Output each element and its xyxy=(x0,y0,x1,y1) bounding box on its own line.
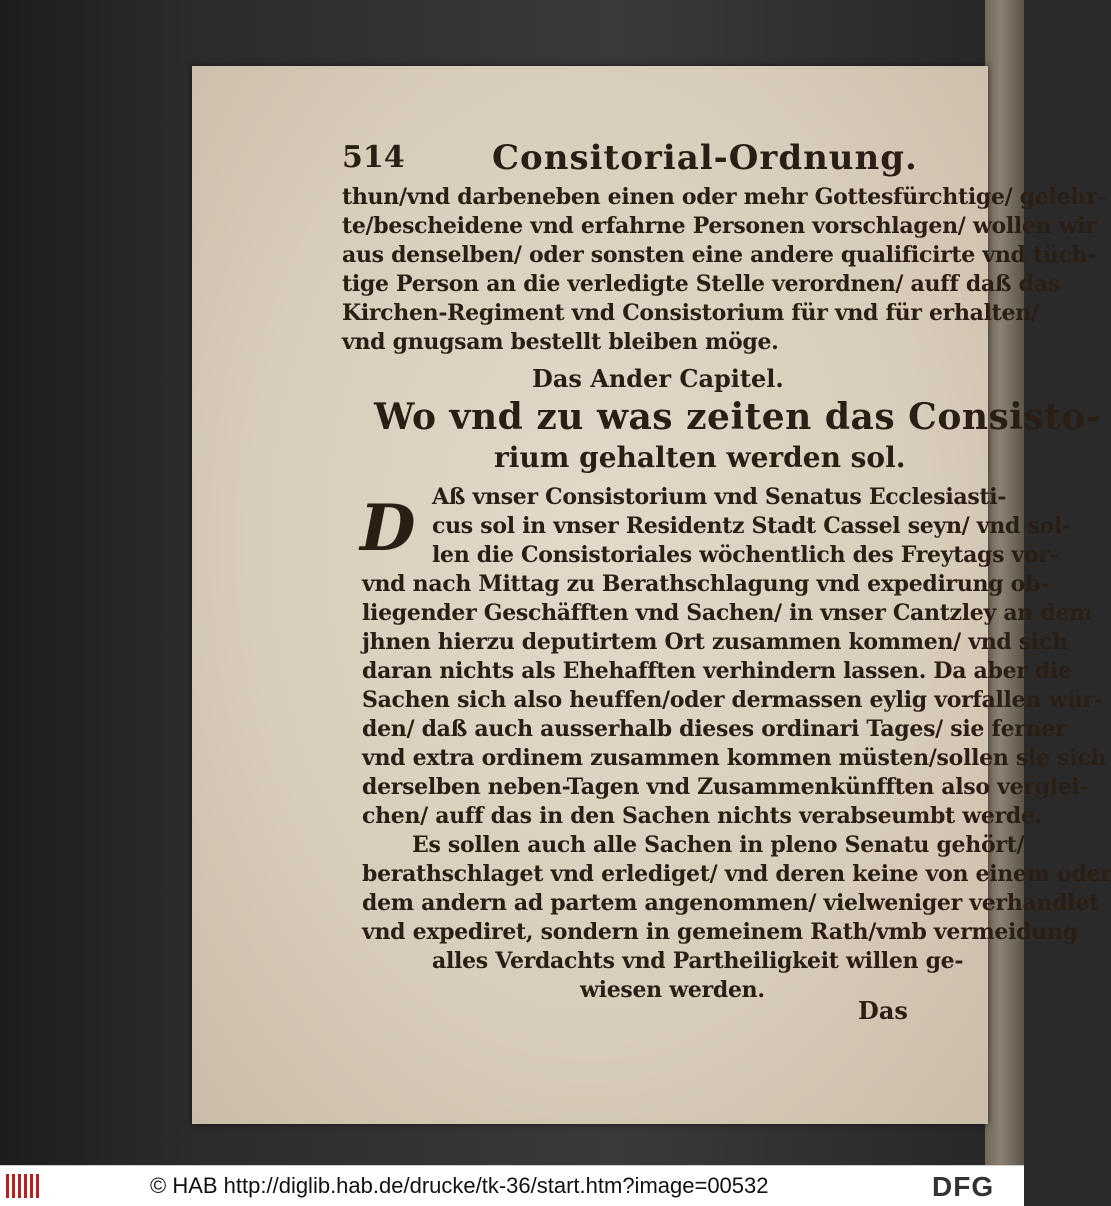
chapter-heading-line-2: rium gehalten werden sol. xyxy=(494,441,906,474)
text-line: den/ daß auch ausserhalb dieses ordinari Tages/ sie ferner xyxy=(362,716,1067,742)
decorated-initial: D xyxy=(360,491,416,566)
text-line: daran nichts als Ehehafften verhindern lassen. Da aber die xyxy=(362,658,1072,684)
chapter-label: Das Ander Capitel. xyxy=(532,364,784,393)
text-line: Kirchen-Regiment vnd Consistorium für vnd für erhalten/ xyxy=(342,300,1039,326)
text-line: te/bescheidene vnd erfahrne Personen vorschlagen/ wollen wir xyxy=(342,213,1097,239)
text-line: berathschlaget vnd erlediget/ vnd deren keine von einem oder xyxy=(362,861,1111,887)
running-title: Consitorial-Ordnung. xyxy=(492,138,918,178)
text-line: thun/vnd darbeneben einen oder mehr Gottesfürchtige/ gelehr- xyxy=(342,184,1107,210)
hab-logo-icon xyxy=(6,1174,40,1198)
text-line: derselben neben-Tagen vnd Zusammenkünfften also verglei- xyxy=(362,774,1089,800)
text-line: tige Person an die verledigte Stelle verordnen/ auff daß das xyxy=(342,271,1060,297)
text-line: len die Consistoriales wöchentlich des Freytags vor- xyxy=(432,542,1059,568)
text-line: Sachen sich also heuffen/oder dermassen eylig vorfallen wür- xyxy=(362,687,1103,713)
text-line: dem andern ad partem angenommen/ vielweniger verhandlet xyxy=(362,890,1099,916)
text-line: vnd gnugsam bestellt bleiben möge. xyxy=(342,329,779,355)
text-line: vnd nach Mittag zu Berathschlagung vnd expedirung ob- xyxy=(362,571,1049,597)
text-line: aus denselben/ oder sonsten eine andere qualificirte vnd tüch- xyxy=(342,242,1097,268)
viewer-footer xyxy=(0,1165,1024,1206)
chapter-heading-line-1: Wo vnd zu was zeiten das Consisto- xyxy=(374,396,1102,438)
catchword: Das xyxy=(858,996,908,1025)
page-number: 514 xyxy=(342,140,405,175)
text-line: Aß vnser Consistorium vnd Senatus Ecclesiasti- xyxy=(432,484,1007,510)
text-line: vnd extra ordinem zusammen kommen müsten/sollen sie sich xyxy=(362,745,1107,771)
text-line: liegender Geschäfften vnd Sachen/ in vnser Cantzley an dem xyxy=(362,600,1093,626)
text-line: chen/ auff das in den Sachen nichts verabseumbt werde. xyxy=(362,803,1043,829)
text-line: Es sollen auch alle Sachen in pleno Senatu gehört/ xyxy=(412,832,1025,858)
text-line: wiesen werden. xyxy=(580,977,765,1003)
dfg-logo: DFG xyxy=(932,1171,995,1202)
document-page xyxy=(192,66,1111,1124)
footer-source-link[interactable]: © HAB http://diglib.hab.de/drucke/tk-36/start.htm?image=00532 xyxy=(150,1173,769,1198)
text-line: vnd expediret, sondern in gemeinem Rath/vmb vermeidung xyxy=(362,919,1078,945)
text-line: jhnen hierzu deputirtem Ort zusammen kommen/ vnd sich xyxy=(362,629,1068,655)
text-line: cus sol in vnser Residentz Stadt Cassel seyn/ vnd sol- xyxy=(432,513,1071,539)
text-line: alles Verdachts vnd Partheiligkeit willen ge- xyxy=(432,948,964,974)
